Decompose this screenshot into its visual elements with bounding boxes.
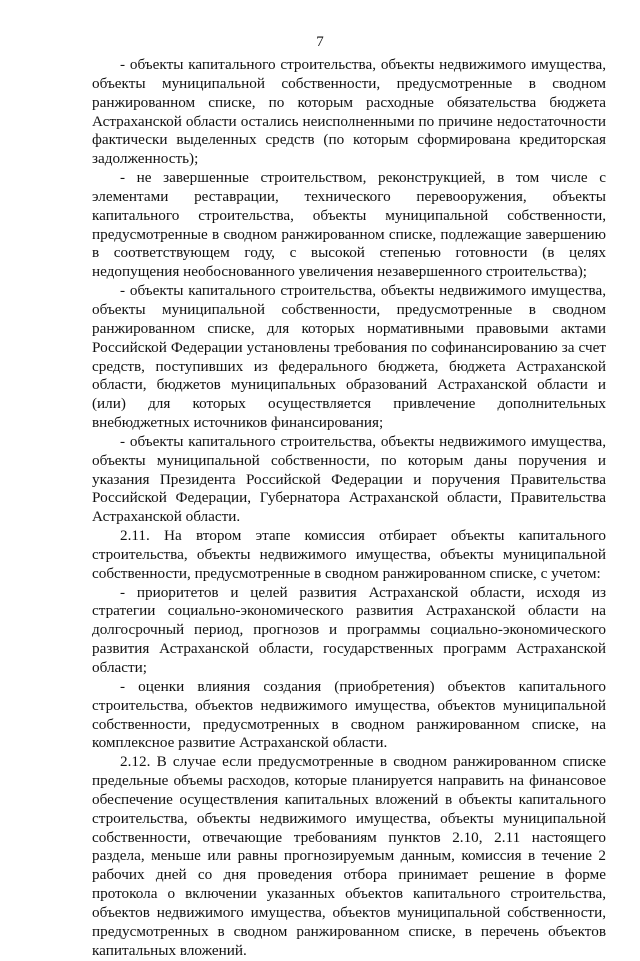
paragraph: - объекты капитального строительства, объекты недвижимого имущества, объекты муниципальной собственности, предусмотренные в сводном ранжированном списке, для которых нормативными правовыми актами Российской Федерации установлены требования по софинансированию за счет средств, поступивших из федерального бюджета, бюджета Астраханской области, бюджетов муниципальных образований Астраханской области и (или) для которых осуществляется привлечение дополнительных внебюджетных источников финансирования; (92, 282, 606, 432)
document-body (92, 56, 606, 961)
paragraph: 2.11. На втором этапе комиссия отбирает объекты капитального строительства, объекты недвижимого имущества, объекты муниципальной собственности, предусмотренные в сводном ранжированном списке, с учетом: (92, 527, 606, 582)
page-number: 7 (316, 34, 324, 50)
paragraph: - оценки влияния создания (приобретения) объектов капитального строительства, объектов недвижимого имущества, объектов муниципальной собственности, предусмотренных в сводном ранжированном списке, на комплексное развитие Астраханской области. (92, 677, 606, 752)
paragraph: - не завершенные строительством, реконструкцией, в том числе с элементами реставрации, технического перевооружения, объекты капитального строительства, объекты муниципальной собственности, предусмотренные в сводном ранжированном списке, подлежащие завершению в соответствующем году, с высокой степенью готовности (в целях недопущения необоснованного увеличения незавершенного строительства); (92, 169, 606, 281)
paragraph: - объекты капитального строительства, объекты недвижимого имущества, объекты муниципальной собственности, предусмотренные в сводном ранжированном списке, по которым расходные обязательства бюджета Астраханской области остались неисполненными по причине недостаточности фактически выделенных средств (по которым сформирована кредиторская задолженность); (92, 56, 606, 168)
paragraph: - приоритетов и целей развития Астраханской области, исходя из стратегии социально-экономического развития Астраханской области на долгосрочный период, прогнозов и программы социально-экономического развития Астраханской области, государственных программ Астраханской области; (92, 583, 606, 676)
paragraph: 2.12. В случае если предусмотренные в сводном ранжированном списке предельные объемы расходов, которые планируется направить на финансовое обеспечение осуществления капитальных вложений в объекты капитального строительства, объекты недвижимого имущества, объекты муниципальной собственности, отвечающие требованиям пунктов 2.10, 2.11 настоящего раздела, меньше или равны прогнозируемым данным, комиссия в течение 2 рабочих дней со дня проведения отбора принимает решение в форме протокола о включении указанных объектов капитального строительства, объектов недвижимого имущества, объектов муниципальной собственности, предусмотренных в сводном ранжированном списке, в перечень объектов капитальных вложений. (92, 753, 606, 959)
paragraph: - объекты капитального строительства, объекты недвижимого имущества, объекты муниципальной собственности, по которым даны поручения и указания Президента Российской Федерации и поручения Правительства Российской Федерации, Губернатора Астраханской области, Правительства Астраханской области. (92, 432, 606, 526)
